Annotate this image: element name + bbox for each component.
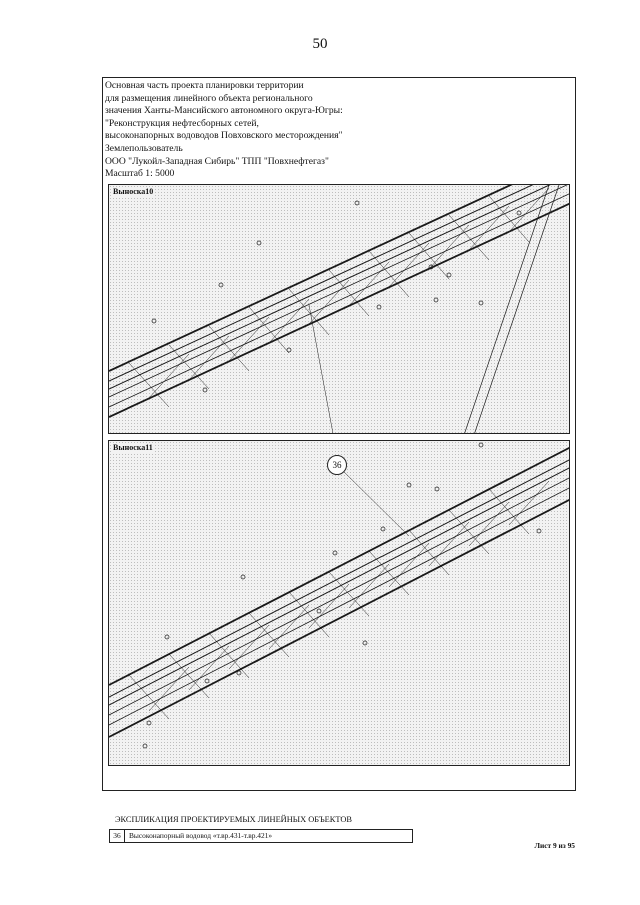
explication-text: Высоконапорный водовод «т.вр.431-т.вр.421» (129, 831, 273, 840)
callout-marker[interactable]: 36 (327, 455, 347, 475)
map-drawing-10 (109, 185, 570, 434)
point-markers (143, 443, 541, 748)
map-panel-10[interactable] (108, 184, 570, 434)
corridor-boundary (109, 203, 570, 417)
pipeline-line (109, 185, 570, 397)
page-number: 50 (312, 36, 328, 52)
map-label: Выноска11 (113, 443, 153, 452)
title-line: "Реконструкция нефтесборных сетей, (105, 117, 259, 129)
explication-number: 36 (110, 830, 125, 842)
corridor-boundary (109, 185, 570, 371)
pipeline-line (109, 185, 570, 381)
point-markers (152, 201, 521, 392)
explication-title: ЭКСПЛИКАЦИЯ ПРОЕКТИРУЕМЫХ ЛИНЕЙНЫХ ОБЪЕКТОВ (115, 815, 353, 824)
hatch-pattern (129, 188, 549, 407)
sheet-label: Лист 9 из 95 (534, 841, 575, 850)
pipeline-line (109, 459, 570, 697)
map-panel-11[interactable] (108, 440, 570, 766)
hatch-pattern (129, 481, 549, 719)
land-user-label: Землепользователь (105, 142, 183, 154)
title-line: значения Ханты-Мансийского автономного округа-Югры: (105, 105, 343, 117)
title-line: высоконапорных водоводов Повховского месторождения" (105, 130, 343, 142)
leader-line (337, 465, 409, 536)
road-line (464, 185, 549, 434)
scale-label: Масштаб 1: 5000 (105, 168, 175, 180)
map-label: Выноска10 (113, 187, 154, 196)
corridor-boundary (109, 447, 570, 685)
pipeline-line (109, 193, 570, 407)
title-block (105, 80, 565, 181)
map-drawing-11 (109, 441, 570, 766)
corridor-boundary (109, 499, 570, 737)
title-line: для размещения линейного объекта регионального (105, 92, 313, 104)
explication-row (109, 829, 413, 843)
land-user-name: ООО "Лукойл-Западная Сибирь" ТПП "Повхнефтегаз" (105, 155, 329, 167)
title-line: Основная часть проекта планировки территории (105, 80, 304, 91)
pipeline-line (109, 487, 570, 725)
leader-line (309, 305, 337, 434)
